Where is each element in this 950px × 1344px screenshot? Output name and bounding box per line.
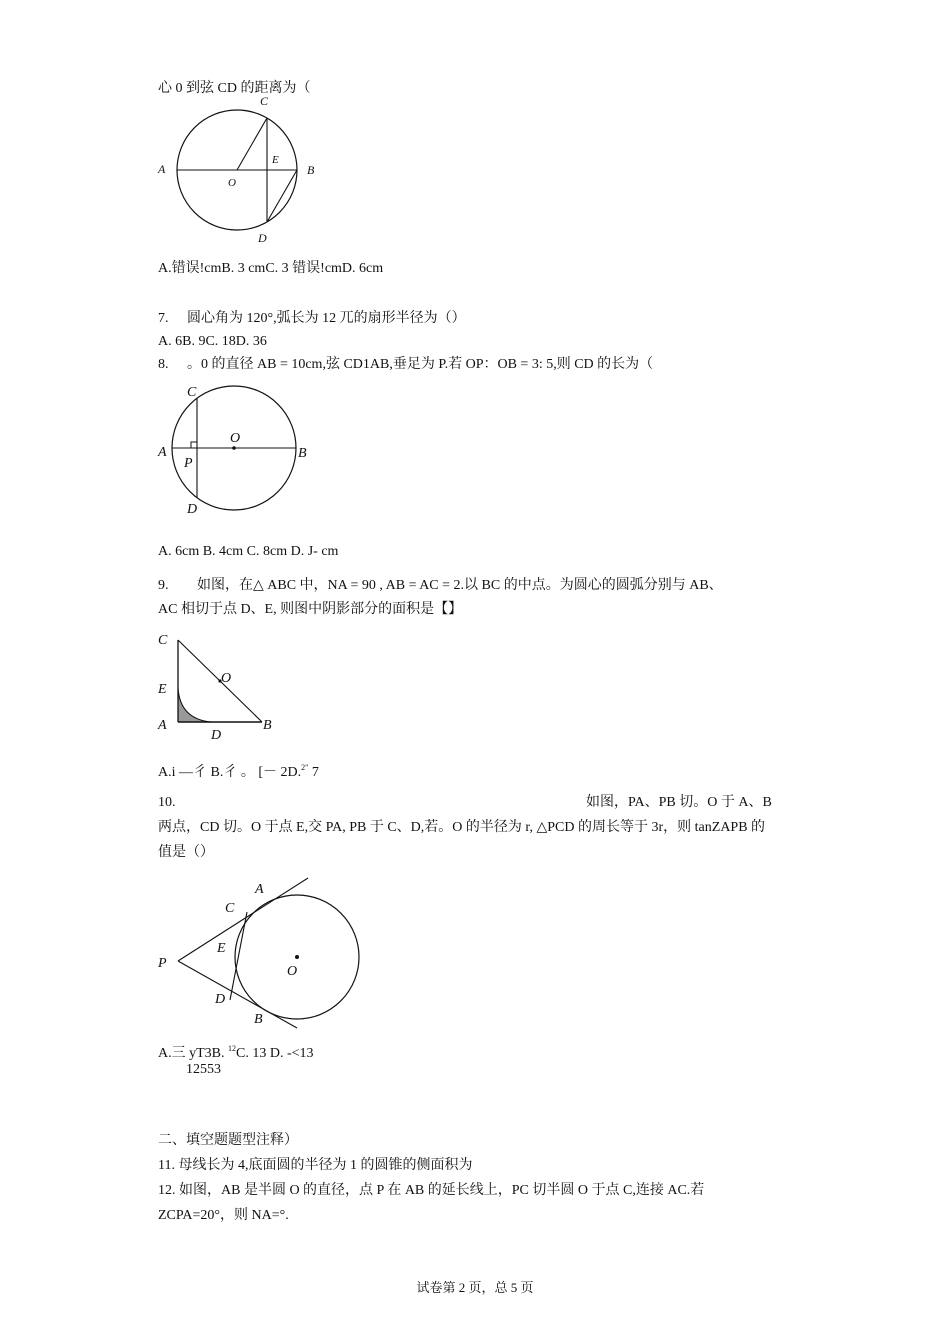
q7-text: 圆心角为 120°,弧长为 12 兀的扇形半径为（）: [187, 311, 466, 326]
q10-options-line2: 12553: [186, 1062, 221, 1077]
q10-center-dot: [295, 955, 299, 959]
q9-label-o: O: [221, 671, 232, 686]
q8-number: 8.: [158, 357, 169, 372]
q9-line2: AC 相切于点 D、E, 则图中阴影部分的面积是【】: [158, 602, 463, 617]
q10-line1-right: 如图，PA、PB 切。O 于 A、B: [586, 795, 772, 810]
q6-label-b: B: [307, 163, 315, 177]
q9-line1: 如图，在△ ABC 中，NA = 90 , AB = AC = 2.以 BC 的中点。为圆心的圆弧分别与 AB、: [197, 578, 723, 593]
q9-options-sup: 2": [301, 763, 309, 772]
q10-line2: 两点，CD 切。O 于点 E,交 PA, PB 于 C、D,若。O 的半径为 r, △PCD 的周长等于 3r，则 tanZAPB 的: [158, 820, 766, 835]
q10-label-d: D: [215, 992, 226, 1007]
q8-right-angle-mark: [191, 442, 197, 448]
q12-line2: ZCPA=20°，则 NA=°.: [158, 1208, 289, 1223]
section2-heading: 二、填空题题型注释）: [158, 1133, 298, 1148]
q10-label-a: A: [255, 882, 264, 897]
q10-label-o: O: [287, 964, 298, 979]
q6-label-a: A: [158, 162, 166, 176]
q9-number: 9.: [158, 578, 169, 593]
q9-label-a: A: [158, 718, 167, 733]
q9-figure: [150, 626, 290, 746]
q10-options-b: C. 13 D. -<13: [236, 1046, 314, 1061]
q9-options-main: A.i —彳 B.彳 。 [－ 2D.: [158, 765, 302, 780]
q9-label-e: E: [158, 682, 167, 697]
q8-label-p: P: [184, 456, 193, 471]
q10-number: 10.: [158, 795, 176, 810]
q9-label-c: C: [158, 633, 168, 648]
q10-tangent-pa: [178, 878, 308, 961]
q8-label-o: O: [230, 431, 241, 446]
q10-options: [158, 1045, 314, 1063]
q8-center-dot: [232, 446, 236, 450]
q6-options: A.错误!cmB. 3 cmC. 3 错误!cmD. 6cm: [158, 261, 384, 276]
q9-label-d: D: [211, 728, 222, 743]
q10-options-sup: 12: [228, 1044, 236, 1053]
q6-figure: [150, 92, 330, 252]
q10-tangent-pb: [178, 961, 297, 1028]
q10-label-c: C: [225, 901, 235, 916]
q9-options-tail: 7: [308, 765, 319, 780]
q10-label-b: B: [254, 1012, 263, 1027]
q6-segment-db: [267, 170, 297, 222]
q6-radius-oc: [237, 118, 267, 170]
q10-label-p: P: [158, 956, 167, 971]
q10-label-e: E: [217, 941, 226, 956]
q8-options: A. 6cm B. 4cm C. 8cm D. J- cm: [158, 544, 339, 559]
q7-number: 7.: [158, 311, 169, 326]
q10-options-a: A.三 yT3B.: [158, 1046, 228, 1061]
q8-label-c: C: [187, 385, 197, 400]
q7-options: A. 6B. 9C. 18D. 36: [158, 334, 267, 349]
q8-label-d: D: [187, 502, 198, 517]
q6-label-c: C: [260, 94, 269, 108]
q10-tangent-cd: [230, 912, 247, 1000]
q10-line3: 值是（）: [158, 845, 214, 860]
q6-stem-tail: 心 0 到弦 CD 的距离为（: [158, 81, 311, 96]
q8-label-b: B: [298, 446, 307, 461]
q6-label-d: D: [258, 231, 267, 245]
q8-text: 。0 的直径 AB = 10cm,弦 CD1AB,垂足为 P.若 OP：OB = 3: 5,则 CD 的长为（: [187, 357, 654, 372]
q6-label-o: O: [228, 177, 236, 189]
page-footer: 试卷第 2 页，总 5 页: [416, 1280, 534, 1295]
q9-label-b: B: [263, 718, 272, 733]
q10-figure: [150, 870, 370, 1035]
q9-options: [158, 764, 319, 782]
q8-label-a: A: [158, 445, 167, 460]
q11-text: 11. 母线长为 4,底面圆的半径为 1 的圆锥的侧面积为: [158, 1158, 473, 1173]
q8-figure: [150, 378, 320, 518]
q12-line1: 12. 如图，AB 是半圆 O 的直径，点 P 在 AB 的延长线上，PC 切半圆 O 于点 C,连接 AC.若: [158, 1183, 705, 1198]
q6-label-e: E: [272, 154, 279, 166]
